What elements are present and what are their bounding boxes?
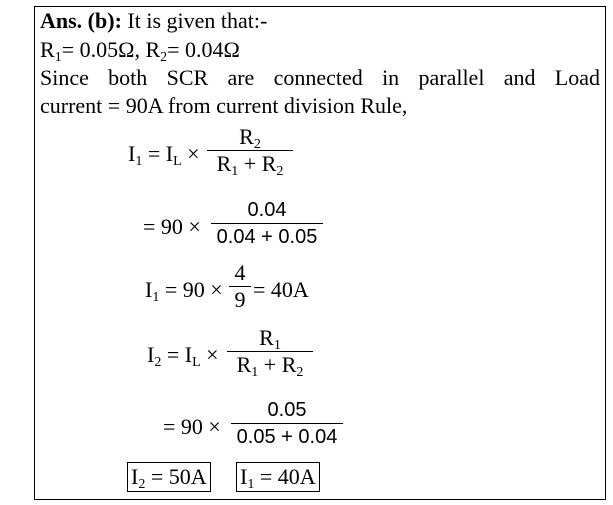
eq4-i: I <box>147 342 155 367</box>
final-i1-value: = 40A <box>254 464 316 489</box>
r2-subscript: 2 <box>160 50 168 65</box>
eq1-denominator <box>207 151 293 177</box>
r2-symbol: R <box>145 37 161 62</box>
eq3-result: = 40A <box>253 277 309 302</box>
eq4-i-sub: 2 <box>154 355 162 370</box>
eq1-numerator <box>207 124 293 150</box>
eq3-mid: = 90 × <box>159 277 223 302</box>
final-i1-symbol: I <box>240 464 248 489</box>
eq4-il-sub: L <box>192 355 201 370</box>
eq4-numerator <box>227 325 313 351</box>
eq4-fraction <box>227 325 313 378</box>
eq3-fraction <box>229 260 251 313</box>
eq1-den-r2-sub: 2 <box>276 164 284 179</box>
eq1-den-r1: R <box>216 151 232 176</box>
eq1-il-sub: L <box>173 154 182 169</box>
eq4-den-r2-sub: 2 <box>296 365 304 380</box>
r1-value: = 0.05Ω, <box>61 37 146 62</box>
eq4-lhs <box>147 342 219 368</box>
eq4-times: × <box>200 342 219 367</box>
eq1-den-r1-sub: 1 <box>231 164 239 179</box>
eq1-times: × <box>181 141 200 166</box>
answer-label: Ans. (b): <box>40 8 122 33</box>
eq4-den-r1: R <box>236 352 252 377</box>
eq3-numerator: 4 <box>234 260 246 285</box>
eq4-den-plus: + R <box>258 352 297 377</box>
eq4-num-sub: 1 <box>273 338 281 353</box>
eq1-num-r: R <box>239 124 254 149</box>
eq5-numerator: 0.05 <box>267 399 307 421</box>
final-i2-sub: 2 <box>138 477 146 492</box>
eq3-lhs <box>145 277 223 303</box>
r1-symbol: R <box>40 37 55 62</box>
eq4-den-r1-sub: 1 <box>251 365 259 380</box>
eq3-denominator: 9 <box>234 287 246 312</box>
eq2-denominator: 0.04 + 0.05 <box>216 226 318 248</box>
answer-header <box>40 8 267 34</box>
answer-intro: It is given that:- <box>121 8 268 33</box>
eq4-denominator <box>227 352 313 378</box>
eq1-den-plus: + R <box>238 151 277 176</box>
r2-value: = 0.04Ω <box>167 37 240 62</box>
eq1-lhs <box>128 141 200 167</box>
eq3-i: I <box>145 277 153 302</box>
final-i1-sub: 1 <box>247 477 255 492</box>
r1-subscript: 1 <box>54 50 62 65</box>
eq2-fraction <box>211 197 323 250</box>
eq3-i-sub: 1 <box>152 290 160 305</box>
given-values <box>40 37 240 63</box>
eq5-lhs: = 90 × <box>163 414 221 439</box>
eq4-il: = I <box>161 342 193 367</box>
eq1-fraction <box>207 124 293 177</box>
eq5-denominator: 0.05 + 0.04 <box>236 426 338 448</box>
eq1-i: I <box>128 141 136 166</box>
eq1-i-sub: 1 <box>135 154 143 169</box>
eq1-il: = I <box>142 141 174 166</box>
eq4-num-r: R <box>259 325 274 350</box>
description-line-2: current = 90A from current division Rule, <box>40 93 408 118</box>
eq1-num-sub: 2 <box>253 137 261 152</box>
final-i2-value: = 50A <box>145 464 207 489</box>
eq2-lhs: = 90 × <box>143 214 201 239</box>
eq5-fraction <box>231 397 343 450</box>
final-answer-i2 <box>127 462 211 492</box>
final-i2-symbol: I <box>131 464 139 489</box>
eq2-numerator: 0.04 <box>247 199 287 221</box>
final-answer-i1 <box>236 462 320 492</box>
description-line-1: Since both SCR are connected in parallel and Load <box>40 65 600 90</box>
